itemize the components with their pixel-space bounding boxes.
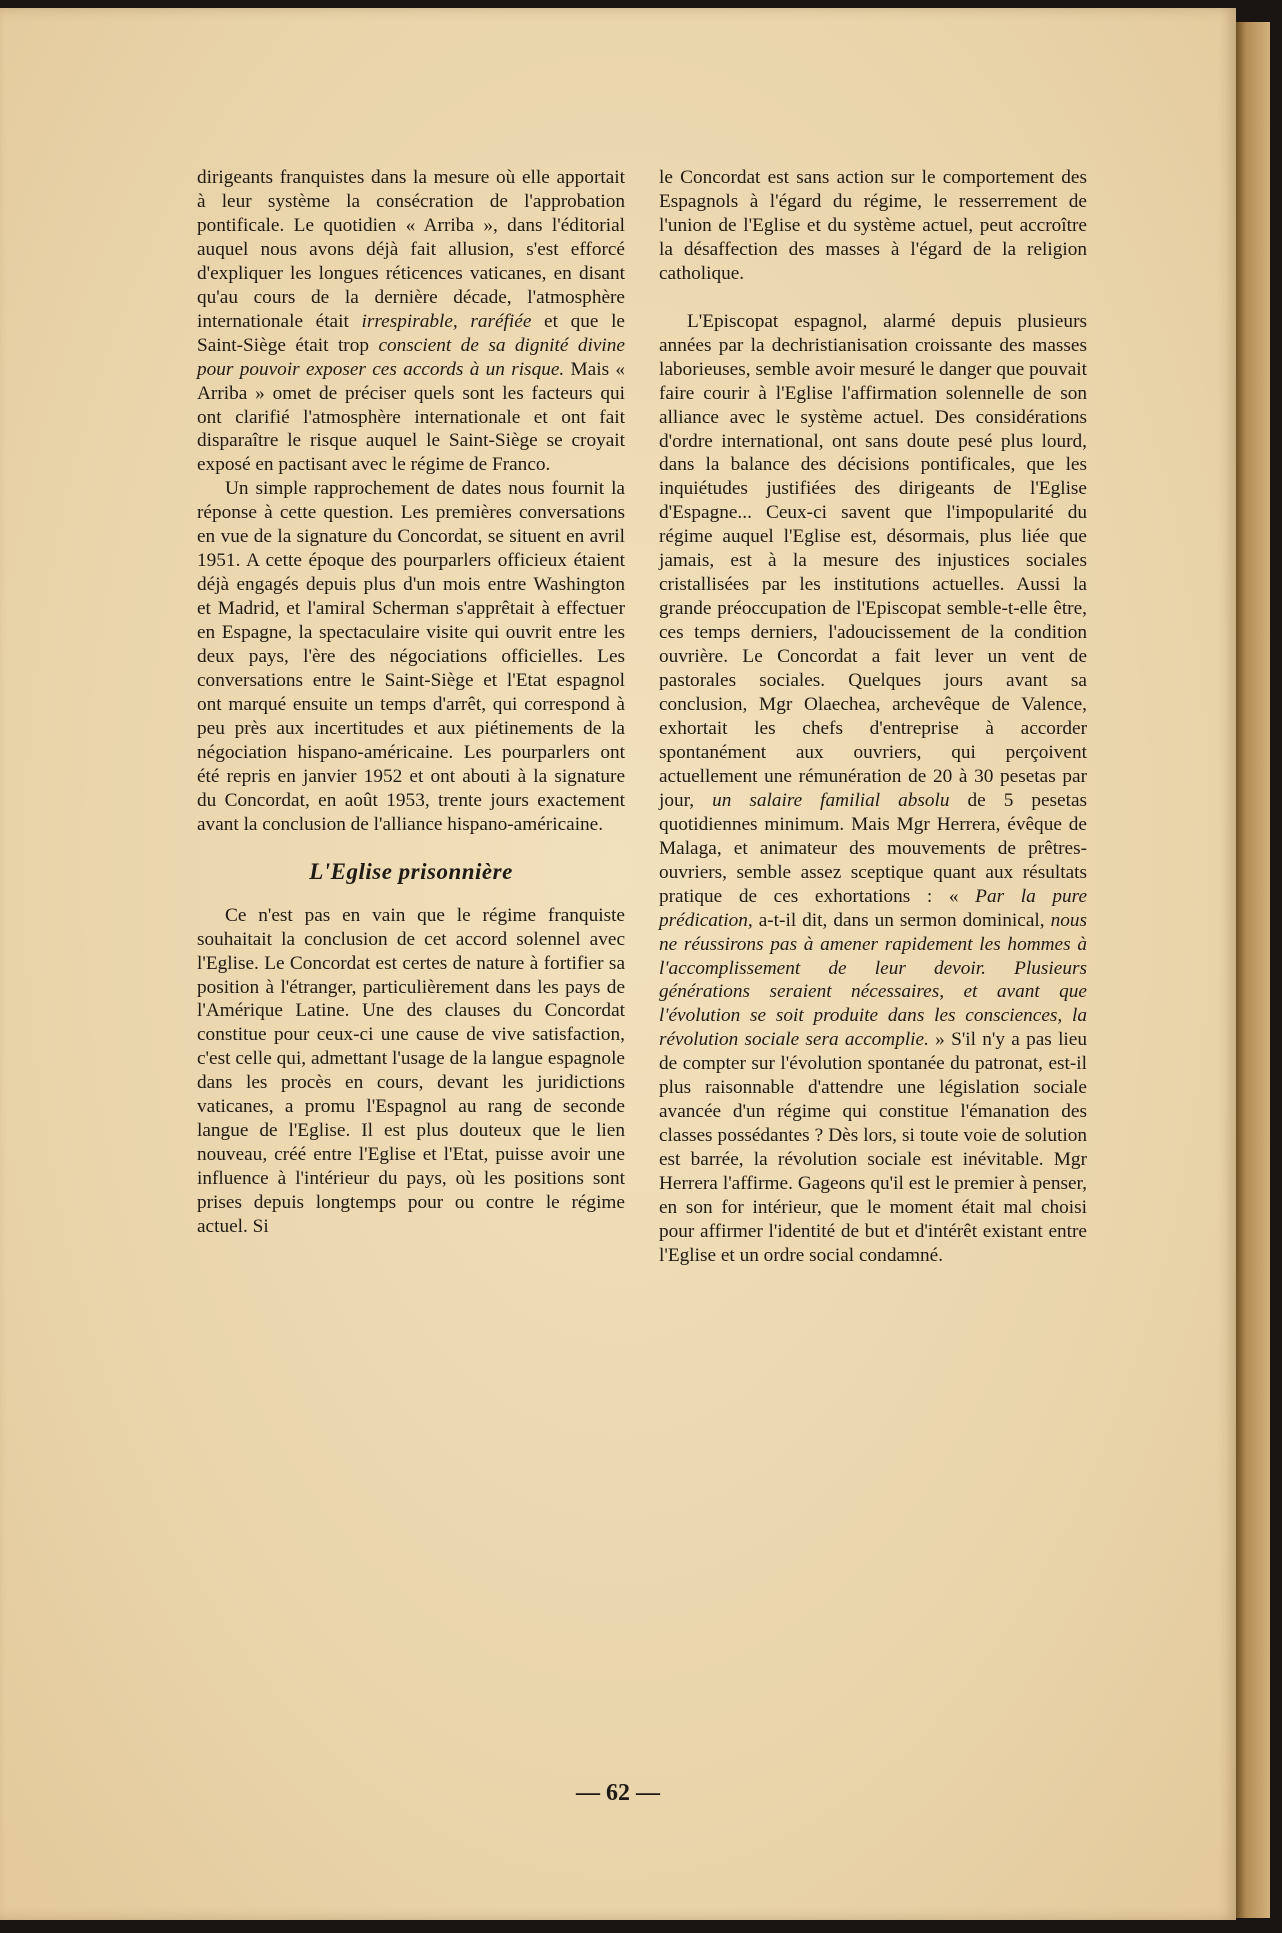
text-run: dirigeants franquistes dans la mesure où elle apportait à leur système la consécration de l'approbation pontificale. Le quotidien « Arriba », dans l'éditorial auquel nous avons déjà fait allusion, s'est efforcé d'expliquer les longues réticences vaticanes, en disant qu'au cours de la dernière décade, l'atmosphère internationale était — [197, 167, 625, 332]
paragraph: le Concordat est sans action sur le comportement des Espagnols à l'égard du régime, le resserrement de l'union de l'Eglise et du système actuel, peut accroître la désaffection des masses à l'égard de la religion catholique. — [659, 167, 1087, 284]
right-column — [659, 166, 1087, 1268]
text-run: » S'il n'y a pas lieu de compter sur l'évolution spontanée du patronat, est-il plus raisonnable d'attendre une législation sociale avancée d'un régime qui constitue l'émanation des classes possédantes ? Dès lors, si toute voie de solution est barrée, la révolution sociale est inévitable. Mgr Herrera l'affirme. Gageons qu'il est le premier à penser, en son for intérieur, que le moment était mal choisi pour affirmer l'identité de but et d'intérêt existant entre l'Eglise et un ordre social condamné. — [659, 1029, 1087, 1266]
book-page — [0, 8, 1236, 1920]
italic-run: irrespirable, raréfiée — [361, 310, 532, 332]
italic-run: conscient de sa dignité divine pour pouvoir exposer ces accords à un risque. — [197, 334, 625, 380]
text-run: de 5 pesetas quotidiennes minimum. Mais Mgr Herrera, évêque de Malaga, et animateur des mouvements de prêtres-ouvriers, semble assez sceptique quant aux résultats pratique de ces exhortations : « — [659, 789, 1088, 907]
left-column — [197, 166, 625, 1239]
adjacent-page-edge — [1236, 22, 1270, 1918]
section-heading: L'Eglise prisonnière — [309, 858, 513, 884]
text-run: et que le Saint-Siège était trop — [197, 310, 625, 356]
text-run: a-t-il dit, dans un sermon dominical, — [752, 909, 1051, 931]
text-run: Mais « Arriba » omet de préciser quels sont les facteurs qui ont clarifié l'atmosphère internationale et ont fait disparaître le risque auquel le Saint-Siège se croyait exposé en pactisant avec le régime de Franco. — [197, 358, 625, 476]
page-number: — 62 — — [576, 1780, 660, 1806]
italic-run: Par la pure prédication, — [659, 885, 1088, 931]
italic-run: nous ne réussirons pas à amener rapidement les hommes à l'accomplissement de leur devoir. Plusieurs générations seraient nécessaires, et avant que l'évolution se soit produite dans les consciences, la révolution sociale sera accomplie. — [659, 909, 1087, 1051]
paragraph: Un simple rapprochement de dates nous fournit la réponse à cette question. Les premières conversations en vue de la signature du Concordat, se situent en avril 1951. A cette époque des pourparlers officieux étaient déjà engagés depuis plus d'un mois entre Washington et Madrid, et l'amiral Scherman s'apprêtait à effectuer en Espagne, la spectaculaire visite qui ouvrit entre les deux pays, l'ère des négociations officielles. Les conversations entre le Saint-Siège et l'Etat espagnol ont marqué ensuite un temps d'arrêt, qui correspond à peu près aux incertitudes et aux piétinements de la négociation hispano-américaine. Les pourparlers ont été repris en janvier 1952 et ont abouti à la signature du Concordat, en août 1953, trente jours exactement avant la conclusion de l'alliance hispano-américaine. — [197, 478, 625, 835]
paragraph — [659, 310, 1087, 1268]
italic-run: un salaire familial absolu — [712, 789, 950, 811]
text-run: L'Episcopat espagnol, alarmé depuis plusieurs années par la dechristianisation croissante des masses laborieuses, semble avoir mesuré le danger que pouvait faire courir à l'Eglise l'affirmation solennelle de son alliance avec le système actuel. Des considérations d'ordre international, ont sans doute pesé plus lourd, dans la balance des décisions pontificales, que les inquiétudes justifiées des dirigeants de l'Eglise d'Espagne... Ceux-ci savent que l'impopularité du régime auquel l'Eglise est, désormais, plus liée que jamais, est à la mesure des injustices sociales cristallisées par les institutions actuelles. Aussi la grande préoccupation de l'Episcopat semble-t-elle être, ces temps derniers, l'adoucissement de la condition ouvrière. Le Concordat a fait lever un vent de pastorales sociales. Quelques jours avant sa conclusion, Mgr Olaechea, archevêque de Valence, exhortait les chefs d'entreprise à accorder spontanément aux ouvriers, qui perçoivent actuellement une rémunération de 20 à 30 pesetas par jour, — [659, 310, 1087, 811]
paragraph: Ce n'est pas en vain que le régime franquiste souhaitait la conclusion de cet accord solennel avec l'Eglise. Le Concordat est certes de nature à fortifier sa position à l'étranger, particulièrement dans les pays de l'Amérique Latine. Une des clauses du Concordat constitue pour ceux-ci une cause de vive satisfaction, c'est celle qui, admettant l'usage de la langue espagnole dans les procès en cours, devant les juridictions vaticanes, a promu l'Espagnol au rang de seconde langue de l'Eglise. Il est plus douteux que le lien nouveau, créé entre l'Eglise et l'Etat, puisse avoir une influence à l'intérieur du pays, où les positions sont prises depuis longtemps pour ou contre le régime actuel. Si — [197, 904, 625, 1238]
paragraph — [197, 166, 625, 477]
